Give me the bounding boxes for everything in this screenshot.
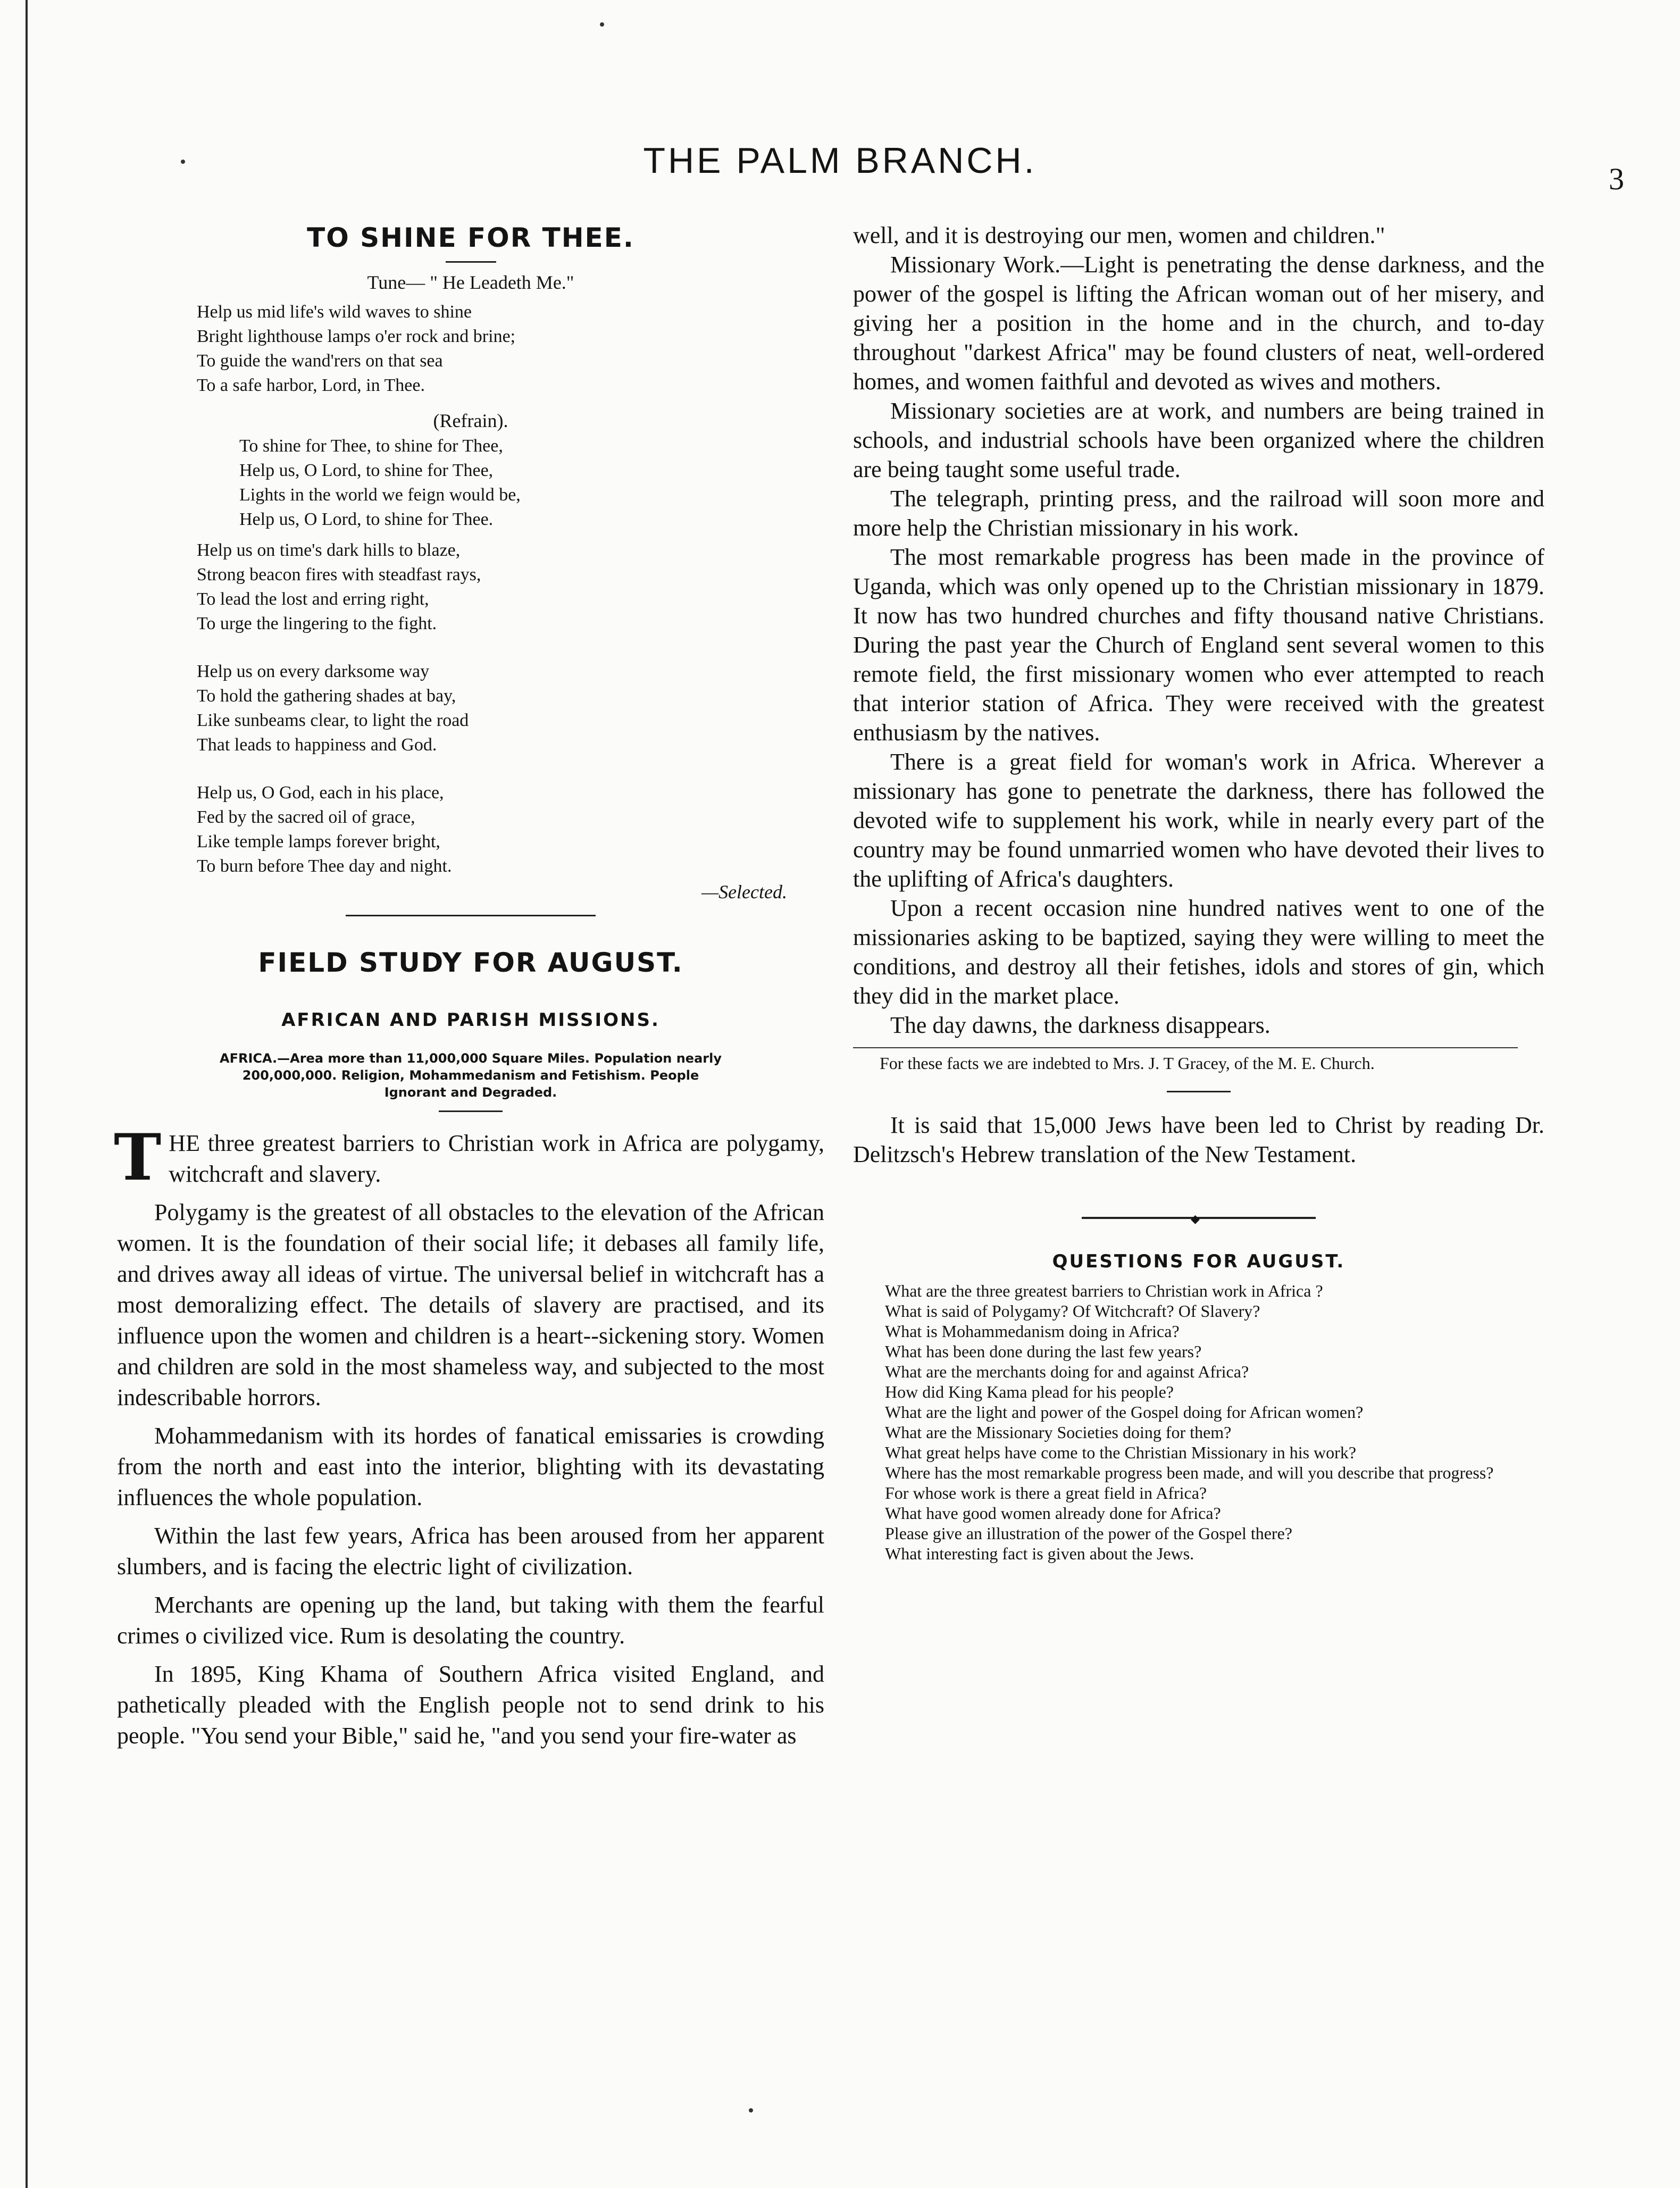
section-rule [346, 915, 596, 916]
stanza-1 [197, 300, 824, 398]
poem-line: Fed by the sacred oil of grace, [197, 807, 415, 827]
question-item: What has been done during the last few years? [885, 1342, 1202, 1361]
poem-line: Like temple lamps forever bright, [197, 832, 440, 851]
questions-list [853, 1281, 1544, 1564]
footnote-rule [853, 1047, 1518, 1048]
question-item: What great helps have come to the Christian Missionary in his work? [885, 1443, 1357, 1462]
paragraph-continued: well, and it is destroying our men, women and children." [853, 222, 1385, 248]
question-item: What interesting fact is given about the Jews. [885, 1544, 1194, 1563]
question-item: What are the light and power of the Gospel doing for African women? [885, 1402, 1364, 1422]
poem-line: Help us on every darksome way [197, 662, 430, 681]
poem-tune: Tune— " He Leadeth Me." [367, 272, 574, 293]
stats-line: 200,000,000. Religion, Mohammedanism and Fetishism. People [242, 1068, 699, 1083]
page-number: 3 [1609, 162, 1624, 196]
poem-line: To shine for Thee, to shine for Thee, [239, 436, 503, 456]
stanza-3 [197, 659, 824, 757]
poem-line: Help us, O God, each in his place, [197, 783, 444, 803]
stats-rule [439, 1110, 503, 1112]
paragraph-aroused: Within the last few years, Africa has been aroused from her apparent slumbers, and is facing the electric light of civilization. [117, 1523, 824, 1580]
stats-line: AFRICA.—Area more than 11,000,000 Square Miles. Population nearly [220, 1051, 722, 1066]
poem-line: Help us mid life's wild waves to shine [197, 302, 472, 322]
right-column [853, 221, 1544, 1564]
drop-cap-letter: T [114, 1120, 162, 1195]
paragraph-womans-work: There is a great field for woman's work in Africa. Wherever a missionary has gone to penetrate the darkness, there has followed the devoted wife to supplement his work, while in nearly every part of the country may be found unmarried women who have devoted their lives to the uplifting of Africa's daughters. [853, 749, 1544, 892]
footnote: For these facts we are indebted to Mrs. J. T Gracey, of the M. E. Church. [880, 1054, 1375, 1073]
question-item: What have good women already done for Africa? [885, 1504, 1221, 1523]
short-rule [1167, 1091, 1231, 1092]
poem-line: To a safe harbor, Lord, in Thee. [197, 375, 425, 395]
question-item: How did King Kama plead for his people? [885, 1382, 1174, 1401]
field-study-subtitle: AFRICAN AND PARISH MISSIONS. [281, 1009, 660, 1031]
stanza-4 [197, 781, 824, 879]
opening-paragraph [114, 1120, 824, 1195]
refrain-label: (Refrain). [433, 410, 508, 431]
poem-line: Strong beacon fires with steadfast rays, [197, 565, 481, 584]
ornamental-divider [1082, 1212, 1316, 1225]
question-item: Where has the most remarkable progress been made, and will you describe that progress? [885, 1463, 1494, 1482]
question-item: What is said of Polygamy? Of Witchcraft? Of Slavery? [885, 1301, 1260, 1321]
paragraph-polygamy: Polygamy is the greatest of all obstacles to the elevation of the African women. It is the foundation of their social life; it debases all family life, and drives away all ideas of virtue. The universal belief in witchcraft has a most demoralizing effect. The details of slavery are practised, and its influence upon the women and children is a heart--sickening story. Women and children are sold in the most shameless way, and subjected to the most indescribable horrors. [117, 1199, 824, 1410]
question-item: Please give an illustration of the power of the Gospel there? [885, 1524, 1292, 1543]
paragraph-jews: It is said that 15,000 Jews have been led to Christ by reading Dr. Delitzsch's Hebrew translation of the New Testament. [853, 1112, 1544, 1167]
poem-line: To guide the wand'rers on that sea [197, 351, 443, 371]
paragraph-mohammedanism: Mohammedanism with its hordes of fanatical emissaries is crowding from the north and east into the interior, blighting with its devastating influences the whole population. [117, 1423, 824, 1510]
question-item: What are the merchants doing for and against Africa? [885, 1362, 1249, 1381]
question-item: What is Mohammedanism doing in Africa? [885, 1322, 1180, 1341]
poem-line: To hold the gathering shades at bay, [197, 686, 456, 706]
field-study-title: FIELD STUDY FOR AUGUST. [258, 947, 683, 978]
question-item: What are the three greatest barriers to Christian work in Africa ? [885, 1281, 1323, 1300]
poem-line: To burn before Thee day and night. [197, 856, 452, 876]
question-item: For whose work is there a great field in Africa? [885, 1483, 1207, 1502]
title-rule [446, 261, 496, 263]
speck [600, 22, 604, 27]
paragraph-missionary-work: Missionary Work.—Light is penetrating the dense darkness, and the power of the gospel is lifting the African woman out of her misery, and giving her a position in the home and in the church, and to-day throughout "darkest Africa" may be found clusters of neat, well-ordered homes, and women faithful and devoted as wives and mothers. [853, 252, 1544, 395]
speck [749, 2108, 753, 2112]
questions-title: QUESTIONS FOR AUGUST. [1052, 1251, 1345, 1272]
paragraph-text: HE three greatest barriers to Christian work in Africa are polygamy, witchcraft and slavery. [169, 1130, 824, 1187]
stanza-2 [197, 538, 824, 636]
masthead-title: THE PALM BRANCH. [643, 140, 1037, 181]
paragraph-khama: In 1895, King Khama of Southern Africa visited England, and pathetically pleaded with the English people not to send drink to his people. "You send your Bible," said he, "and you send your fire-water as [117, 1661, 824, 1749]
paragraph-societies: Missionary societies are at work, and numbers are being trained in schools, and industrial schools have been organized where the children are being taught some useful trade. [853, 398, 1544, 482]
binding-line [26, 0, 28, 2188]
poem-line: Lights in the world we feign would be, [239, 485, 521, 505]
paragraph-baptism: Upon a recent occasion nine hundred natives went to one of the missionaries asking to be baptized, saying they were willing to meet the conditions, and destroy all their fetishes, idols and stores of gin, which they did in the market place. [853, 895, 1544, 1009]
poem-line: To urge the lingering to the fight. [197, 614, 437, 633]
poem-line: That leads to happiness and God. [197, 735, 437, 755]
diamond-icon: ◆ [1191, 1212, 1200, 1225]
poem-line: Help us on time's dark hills to blaze, [197, 540, 461, 560]
poem-body [197, 300, 824, 398]
poem-title: TO SHINE FOR THEE. [307, 222, 634, 253]
paragraph-telegraph: The telegraph, printing press, and the railroad will soon more and more help the Christian missionary in his work. [853, 486, 1544, 541]
paragraph-merchants: Merchants are opening up the land, but taking with them the fearful crimes o civilized vice. Rum is desolating the country. [117, 1592, 824, 1649]
africa-statistics [117, 1050, 824, 1101]
poem-line: To lead the lost and erring right, [197, 589, 429, 609]
poem-line: Help us, O Lord, to shine for Thee. [239, 510, 494, 529]
poem-credit: —Selected. [701, 881, 787, 903]
paragraph-dawn: The day dawns, the darkness disappears. [890, 1012, 1271, 1038]
poem-body-continued [197, 538, 824, 879]
question-item: What are the Missionary Societies doing for them? [885, 1423, 1232, 1442]
left-column [114, 222, 824, 1759]
poem-line: Like sunbeams clear, to light the road [197, 711, 469, 730]
refrain [239, 434, 824, 532]
poem-line: Help us, O Lord, to shine for Thee, [239, 461, 494, 480]
poem-line: Bright lighthouse lamps o'er rock and brine; [197, 327, 516, 346]
paragraph-uganda: The most remarkable progress has been made in the province of Uganda, which was only opened up to the Christian missionary in 1879. It now has two hundred churches and fifty thousand native Christians. During the past year the Church of England sent several women to this remote field, the first missionary women who ever attempted to reach that interior station of Africa. They were received with the greatest enthusiasm by the natives. [853, 544, 1544, 746]
stats-line: Ignorant and Degraded. [384, 1085, 557, 1100]
